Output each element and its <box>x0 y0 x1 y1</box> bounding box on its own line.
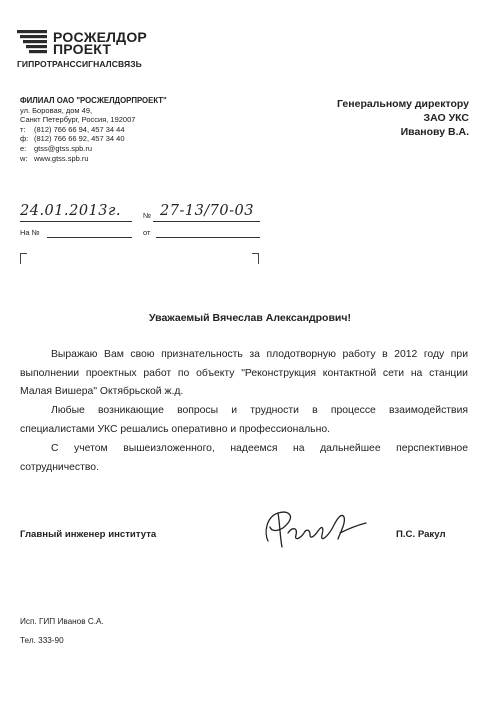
signatory-position: Главный инженер института <box>20 529 157 540</box>
letter-date: 24.01.2013г. <box>20 203 121 219</box>
salutation: Уважаемый Вячеслав Александрович! <box>149 312 351 324</box>
executor-phone: Тел. 333-90 <box>20 636 64 645</box>
na-label: На № <box>20 228 40 237</box>
logo-text-line1: РОСЖЕЛДОР <box>53 29 147 45</box>
logo-text-line2: ПРОЕКТ <box>53 41 112 57</box>
number-underline <box>153 221 260 222</box>
fax-value: (812) 766 66 92, 457 34 40 <box>34 134 125 144</box>
web-label: w: <box>20 153 28 163</box>
sender-web <box>20 154 210 164</box>
address-corner-right <box>252 253 259 264</box>
sender-org: ФИЛИАЛ ОАО "РОСЖЕЛДОРПРОЕКТ" <box>20 96 167 105</box>
paragraph-1: Выражаю Вам свою признательность за плодотворную работу в 2012 году при выполнении проектных работ по объекту "Реконструкция контактной сети на станции Малая Вишера" Октябрьской ж.д. <box>20 349 468 398</box>
recipient-title: Генеральному директору <box>337 98 469 110</box>
letter-number: 27-13/70-03 <box>160 203 254 219</box>
sender-phone <box>20 125 210 135</box>
web-value: www.gtss.spb.ru <box>34 153 89 163</box>
phone-label: т: <box>20 124 26 134</box>
recipient-name: Иванову В.А. <box>400 126 469 138</box>
sender-block <box>20 96 210 163</box>
address-corner-left <box>20 253 27 264</box>
paragraph-2: Любые возникающие вопросы и трудности в процессе взаимодействия специалистами УКС решались оперативно и профессионально. <box>20 405 468 435</box>
sender-address-street: ул. Боровая, дом 49, <box>20 105 93 115</box>
ot-label: от <box>143 228 151 237</box>
recipient-company: ЗАО УКС <box>423 112 469 124</box>
logo-subtitle: ГИПРОТРАНССИГНАЛСВЯЗЬ <box>17 59 142 69</box>
sender-email <box>20 144 210 154</box>
executor-name: Исп. ГИП Иванов С.А. <box>20 617 104 626</box>
sender-fax <box>20 134 210 144</box>
fax-label: ф: <box>20 134 29 144</box>
ot-underline <box>156 237 260 238</box>
number-label: № <box>143 211 152 220</box>
signatory-name: П.С. Ракул <box>396 529 446 540</box>
logo-stripes-icon <box>17 30 47 54</box>
date-underline <box>20 221 132 222</box>
phone-value: (812) 766 66 94, 457 34 44 <box>34 124 125 134</box>
recipient-block <box>337 97 469 139</box>
email-label: e: <box>20 143 27 153</box>
email-value: gtss@gtss.spb.ru <box>34 143 93 153</box>
na-underline <box>47 237 132 238</box>
handwritten-signature <box>258 503 368 553</box>
company-logo <box>17 29 207 69</box>
sender-address-city: Санкт Петербург, Россия, 192007 <box>20 115 136 125</box>
paragraph-3: С учетом вышеизложенного, надеемся на дальнейшее перспективное сотрудничество. <box>20 443 468 473</box>
